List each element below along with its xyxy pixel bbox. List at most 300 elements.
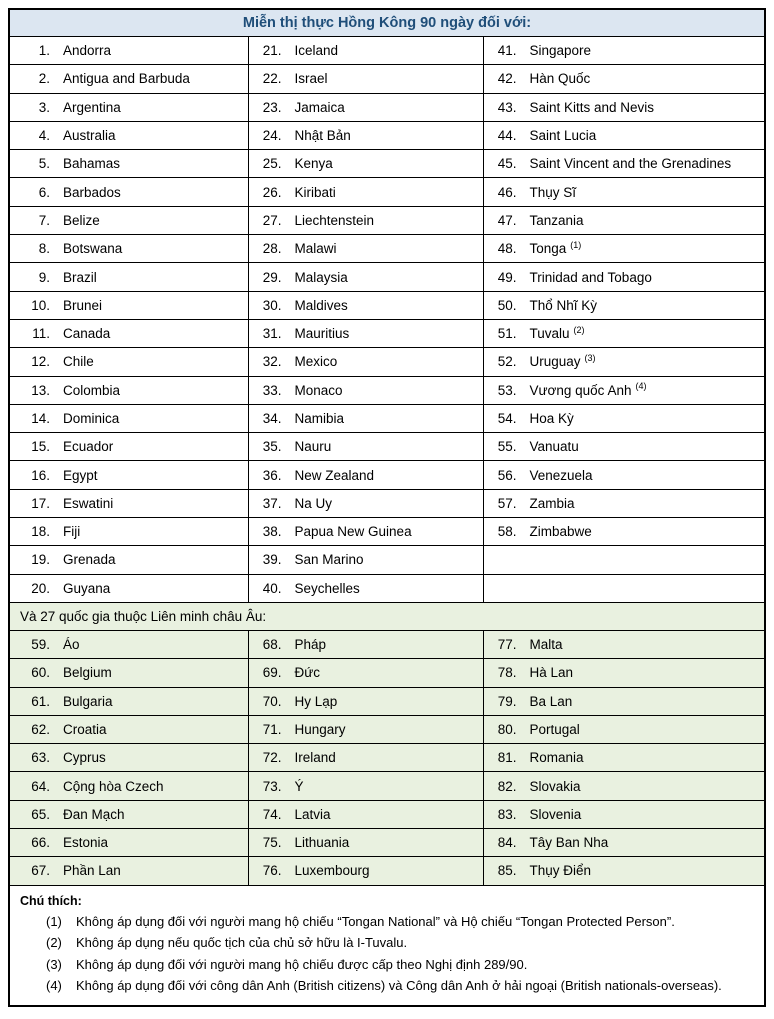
country-cell bbox=[10, 37, 248, 65]
country-number: 67. bbox=[31, 863, 50, 879]
country-name: Papua New Guinea bbox=[294, 524, 412, 540]
footnote-ref: (3) bbox=[584, 352, 596, 363]
country-cell bbox=[483, 631, 764, 659]
country-name: Malta bbox=[529, 637, 563, 653]
footnote-ref: (1) bbox=[570, 239, 582, 250]
country-name: Australia bbox=[63, 128, 116, 144]
country-cell bbox=[10, 461, 248, 489]
country-name: Đan Mạch bbox=[63, 806, 125, 822]
country-cell bbox=[10, 93, 248, 121]
country-cell bbox=[248, 206, 483, 234]
footnote-ref: (2) bbox=[573, 324, 585, 335]
country-name: San Marino bbox=[294, 552, 364, 568]
country-number: 50. bbox=[497, 297, 517, 313]
country-number: 39. bbox=[262, 552, 282, 568]
country-name: Romania bbox=[529, 750, 584, 766]
country-name: Ecuador bbox=[63, 439, 114, 455]
country-number: 38. bbox=[262, 524, 282, 540]
country-number: 22. bbox=[262, 71, 282, 87]
country-cell bbox=[10, 376, 248, 404]
country-cell bbox=[10, 235, 248, 263]
country-name: Thụy Điển bbox=[529, 863, 592, 879]
country-name: Barbados bbox=[63, 184, 121, 200]
country-number: 18. bbox=[31, 524, 50, 540]
country-cell bbox=[248, 772, 483, 800]
country-cell bbox=[10, 800, 248, 828]
footnote-text: Không áp dụng đối với người mang hộ chiếu “Tongan National” và Hộ chiếu “Tongan Protected Person”. bbox=[76, 913, 675, 929]
country-name: Nauru bbox=[294, 439, 332, 455]
country-name: Egypt bbox=[63, 467, 98, 483]
country-number: 37. bbox=[262, 495, 282, 511]
country-number: 49. bbox=[497, 269, 517, 285]
country-number: 27. bbox=[262, 212, 282, 228]
country-name: Brunei bbox=[63, 297, 103, 313]
country-number: 7. bbox=[38, 212, 50, 228]
country-name: Saint Vincent and the Grenadines bbox=[529, 156, 732, 172]
table-row bbox=[10, 829, 764, 857]
footnotes-section bbox=[10, 885, 764, 1005]
country-name: Trinidad and Tobago bbox=[529, 269, 652, 285]
country-number: 17. bbox=[31, 495, 50, 511]
country-cell bbox=[483, 489, 764, 517]
country-number: 33. bbox=[262, 382, 282, 398]
country-number: 31. bbox=[262, 326, 282, 342]
country-number: 14. bbox=[31, 411, 50, 426]
country-name: Saint Lucia bbox=[529, 128, 597, 144]
country-number: 68. bbox=[262, 637, 282, 653]
country-number: 63. bbox=[31, 750, 50, 766]
footnote-ref: (4) bbox=[635, 381, 647, 392]
footnotes-list bbox=[20, 911, 750, 997]
country-number: 30. bbox=[262, 297, 282, 313]
country-cell bbox=[248, 93, 483, 121]
country-name: Liechtenstein bbox=[294, 212, 375, 228]
table-row bbox=[10, 800, 764, 828]
table-row bbox=[10, 291, 764, 319]
country-name: Bahamas bbox=[63, 156, 121, 172]
table-row bbox=[10, 518, 764, 546]
country-number: 84. bbox=[497, 835, 517, 851]
country-cell bbox=[10, 348, 248, 376]
country-cell bbox=[248, 65, 483, 93]
country-cell bbox=[10, 857, 248, 885]
country-cell bbox=[10, 829, 248, 857]
footnote-text: Không áp dụng đối với người mang hộ chiếu được cấp theo Nghị định 289/90. bbox=[76, 956, 528, 972]
country-number: 11. bbox=[32, 326, 50, 342]
country-number: 6. bbox=[38, 184, 50, 200]
country-cell bbox=[10, 433, 248, 461]
country-name: Zimbabwe bbox=[529, 524, 592, 540]
country-name: Chile bbox=[63, 354, 94, 370]
country-number: 48. bbox=[497, 241, 517, 257]
country-name: Canada bbox=[63, 326, 111, 342]
country-number: 62. bbox=[31, 721, 50, 737]
footnote-item bbox=[20, 975, 750, 997]
country-number: 76. bbox=[262, 863, 282, 879]
country-cell bbox=[10, 631, 248, 659]
country-cell bbox=[483, 348, 764, 376]
country-name: Thụy Sĩ bbox=[529, 184, 577, 200]
table-row bbox=[10, 772, 764, 800]
country-cell bbox=[10, 291, 248, 319]
table-row bbox=[10, 263, 764, 291]
country-cell bbox=[483, 291, 764, 319]
country-number: 42. bbox=[497, 71, 517, 87]
country-number: 9. bbox=[38, 269, 50, 285]
country-name: Jamaica bbox=[294, 99, 345, 115]
country-cell bbox=[248, 800, 483, 828]
country-number: 40. bbox=[262, 580, 282, 596]
country-name: Hà Lan bbox=[529, 665, 574, 681]
eu-countries-table bbox=[10, 631, 764, 885]
country-cell bbox=[10, 772, 248, 800]
country-cell bbox=[248, 348, 483, 376]
country-cell bbox=[10, 715, 248, 743]
country-name: Tanzania bbox=[529, 212, 584, 228]
country-cell bbox=[483, 65, 764, 93]
country-number: 80. bbox=[497, 721, 517, 737]
country-number: 41. bbox=[497, 43, 517, 59]
table-row bbox=[10, 461, 764, 489]
country-cell bbox=[10, 65, 248, 93]
country-number: 70. bbox=[262, 693, 282, 709]
country-name: Croatia bbox=[63, 721, 107, 737]
country-cell bbox=[10, 518, 248, 546]
country-name: Belize bbox=[63, 212, 100, 228]
country-number: 19. bbox=[31, 552, 50, 568]
country-cell bbox=[10, 178, 248, 206]
country-cell bbox=[483, 319, 764, 347]
country-cell bbox=[10, 546, 248, 574]
footnote-number: (3) bbox=[46, 956, 62, 972]
country-cell bbox=[10, 263, 248, 291]
table-row bbox=[10, 348, 764, 376]
country-name: Hàn Quốc bbox=[529, 71, 591, 87]
country-number: 20. bbox=[31, 580, 50, 596]
country-number: 43. bbox=[497, 99, 517, 115]
country-name: Lithuania bbox=[294, 835, 350, 851]
table-row bbox=[10, 121, 764, 149]
country-name: New Zealand bbox=[294, 467, 375, 483]
country-cell bbox=[483, 857, 764, 885]
country-number: 45. bbox=[497, 156, 517, 172]
country-number: 8. bbox=[38, 241, 50, 257]
country-name: Kiribati bbox=[294, 184, 336, 200]
table-row bbox=[10, 687, 764, 715]
country-cell bbox=[248, 546, 483, 574]
country-number: 59. bbox=[31, 637, 50, 653]
country-cell bbox=[483, 800, 764, 828]
table-row bbox=[10, 857, 764, 885]
country-number: 28. bbox=[262, 241, 282, 257]
country-cell bbox=[10, 574, 248, 602]
table-row bbox=[10, 235, 764, 263]
country-number: 64. bbox=[31, 778, 50, 794]
country-number: 57. bbox=[497, 495, 517, 511]
country-name: Na Uy bbox=[294, 495, 333, 511]
country-name: Singapore bbox=[529, 43, 592, 59]
country-number: 61. bbox=[31, 693, 50, 709]
country-number: 29. bbox=[262, 269, 282, 285]
country-number: 73. bbox=[262, 778, 282, 794]
country-number: 51. bbox=[497, 326, 517, 342]
country-cell bbox=[483, 433, 764, 461]
country-cell bbox=[248, 574, 483, 602]
table-row bbox=[10, 715, 764, 743]
country-cell bbox=[483, 235, 764, 263]
country-cell bbox=[248, 631, 483, 659]
country-cell bbox=[483, 574, 764, 602]
country-name: Tây Ban Nha bbox=[529, 835, 609, 851]
country-cell bbox=[483, 829, 764, 857]
country-cell bbox=[248, 461, 483, 489]
country-cell bbox=[10, 150, 248, 178]
footnote-number: (4) bbox=[46, 978, 62, 994]
country-cell bbox=[483, 93, 764, 121]
country-number: 60. bbox=[31, 665, 50, 681]
country-cell bbox=[483, 715, 764, 743]
country-number: 78. bbox=[497, 665, 517, 681]
country-cell bbox=[483, 744, 764, 772]
country-name: Mexico bbox=[294, 354, 338, 370]
country-name: Ireland bbox=[294, 750, 336, 766]
country-cell bbox=[10, 744, 248, 772]
country-name: Mauritius bbox=[294, 326, 350, 342]
country-name: Guyana bbox=[63, 580, 111, 596]
country-name: Portugal bbox=[529, 721, 580, 737]
country-number: 66. bbox=[31, 835, 50, 851]
table-row bbox=[10, 93, 764, 121]
country-name: Bulgaria bbox=[63, 693, 113, 709]
country-name: Tuvalu bbox=[529, 326, 570, 342]
country-number: 26. bbox=[262, 184, 282, 200]
country-cell bbox=[248, 404, 483, 432]
country-number: 52. bbox=[497, 354, 517, 370]
footnote-item bbox=[20, 954, 750, 976]
country-cell bbox=[10, 489, 248, 517]
country-name: Pháp bbox=[294, 637, 327, 653]
country-number: 23. bbox=[262, 99, 282, 115]
country-cell bbox=[248, 178, 483, 206]
country-cell bbox=[10, 659, 248, 687]
table-row bbox=[10, 319, 764, 347]
country-name: Namibia bbox=[294, 411, 345, 426]
country-name: Fiji bbox=[63, 524, 81, 540]
country-cell bbox=[483, 518, 764, 546]
country-number: 15. bbox=[31, 439, 50, 455]
country-cell bbox=[248, 37, 483, 65]
footnotes-label: Chú thích: bbox=[20, 893, 82, 908]
country-cell bbox=[248, 659, 483, 687]
table-title: Miễn thị thực Hồng Kông 90 ngày đối với: bbox=[10, 10, 764, 37]
country-name: Latvia bbox=[294, 806, 331, 822]
table-row bbox=[10, 574, 764, 602]
country-name: Grenada bbox=[63, 552, 116, 568]
footnote-text: Không áp dụng nếu quốc tịch của chủ sở hữu là I-Tuvalu. bbox=[76, 935, 408, 951]
footnote-item bbox=[20, 932, 750, 954]
country-cell bbox=[483, 206, 764, 234]
country-name: Phần Lan bbox=[63, 863, 121, 879]
country-name: Venezuela bbox=[529, 467, 593, 483]
table-row bbox=[10, 206, 764, 234]
country-name: Malawi bbox=[294, 241, 337, 257]
country-name: Argentina bbox=[63, 99, 121, 115]
country-name: Ba Lan bbox=[529, 693, 573, 709]
country-cell bbox=[248, 489, 483, 517]
table-row bbox=[10, 546, 764, 574]
country-number: 58. bbox=[497, 524, 517, 540]
table-row bbox=[10, 150, 764, 178]
country-name: Maldives bbox=[294, 297, 348, 313]
country-number: 77. bbox=[497, 637, 517, 653]
country-name: Đức bbox=[294, 665, 321, 681]
country-number: 83. bbox=[497, 806, 517, 822]
table-row bbox=[10, 404, 764, 432]
country-cell bbox=[248, 263, 483, 291]
table-row bbox=[10, 37, 764, 65]
country-cell bbox=[483, 37, 764, 65]
country-name: Vương quốc Anh bbox=[529, 382, 632, 398]
country-name: Hy Lạp bbox=[294, 693, 338, 709]
country-name: Uruguay bbox=[529, 354, 581, 370]
country-name: Malaysia bbox=[294, 269, 348, 285]
country-number: 53. bbox=[497, 382, 517, 398]
country-name: Seychelles bbox=[294, 580, 360, 596]
country-cell bbox=[483, 404, 764, 432]
table-row bbox=[10, 631, 764, 659]
table-row bbox=[10, 65, 764, 93]
country-cell bbox=[483, 121, 764, 149]
country-number: 12. bbox=[31, 354, 50, 370]
country-number: 4. bbox=[38, 128, 50, 144]
country-number: 65. bbox=[31, 806, 50, 822]
table-row bbox=[10, 178, 764, 206]
footnote-number: (2) bbox=[46, 935, 62, 951]
country-number: 74. bbox=[262, 806, 282, 822]
country-cell bbox=[248, 376, 483, 404]
country-cell bbox=[248, 235, 483, 263]
country-cell bbox=[483, 687, 764, 715]
table-row bbox=[10, 433, 764, 461]
country-cell bbox=[248, 744, 483, 772]
country-cell bbox=[483, 150, 764, 178]
country-number: 5. bbox=[38, 156, 50, 172]
country-number: 32. bbox=[262, 354, 282, 370]
country-name: Eswatini bbox=[63, 495, 114, 511]
footnote-item bbox=[20, 911, 750, 933]
country-cell bbox=[10, 687, 248, 715]
country-cell bbox=[10, 121, 248, 149]
country-name: Botswana bbox=[63, 241, 123, 257]
country-cell bbox=[483, 263, 764, 291]
country-name: Cyprus bbox=[63, 750, 106, 766]
country-number: 79. bbox=[497, 693, 517, 709]
country-number: 72. bbox=[262, 750, 282, 766]
country-cell bbox=[248, 121, 483, 149]
country-name: Belgium bbox=[63, 665, 112, 681]
country-name: Israel bbox=[294, 71, 328, 87]
country-name: Andorra bbox=[63, 43, 112, 59]
country-cell bbox=[248, 319, 483, 347]
country-number: 25. bbox=[262, 156, 282, 172]
eu-section-header: Và 27 quốc gia thuộc Liên minh châu Âu: bbox=[10, 602, 764, 631]
country-cell bbox=[248, 150, 483, 178]
country-name: Saint Kitts and Nevis bbox=[529, 99, 655, 115]
country-number: 81. bbox=[497, 750, 517, 766]
country-cell bbox=[248, 687, 483, 715]
country-number: 82. bbox=[497, 778, 517, 794]
country-number: 2. bbox=[38, 71, 50, 87]
country-number: 24. bbox=[262, 128, 282, 144]
country-number: 1. bbox=[38, 43, 50, 59]
table-row bbox=[10, 376, 764, 404]
country-cell bbox=[483, 772, 764, 800]
world-countries-table bbox=[10, 37, 764, 602]
country-number: 13. bbox=[31, 382, 50, 398]
country-name: Zambia bbox=[529, 495, 575, 511]
country-cell bbox=[248, 829, 483, 857]
country-cell bbox=[10, 404, 248, 432]
country-cell bbox=[10, 206, 248, 234]
country-number: 3. bbox=[38, 99, 50, 115]
country-cell bbox=[483, 546, 764, 574]
country-cell bbox=[248, 291, 483, 319]
country-name: Antigua and Barbuda bbox=[63, 71, 190, 87]
table-row bbox=[10, 659, 764, 687]
country-number: 71. bbox=[262, 721, 282, 737]
country-name: Áo bbox=[63, 637, 80, 653]
footnote-text: Không áp dụng đối với công dân Anh (British citizens) và Công dân Anh ở hải ngoại (British nationals-overseas). bbox=[76, 978, 722, 994]
country-number: 69. bbox=[262, 665, 282, 681]
country-number: 55. bbox=[497, 439, 517, 455]
footnote-number: (1) bbox=[46, 913, 62, 929]
country-name: Monaco bbox=[294, 382, 343, 398]
country-name: Luxembourg bbox=[294, 863, 370, 879]
country-name: Brazil bbox=[63, 269, 97, 285]
country-number: 46. bbox=[497, 184, 517, 200]
country-name: Estonia bbox=[63, 835, 109, 851]
country-cell bbox=[248, 518, 483, 546]
country-cell bbox=[248, 433, 483, 461]
country-number: 16. bbox=[31, 467, 50, 483]
country-name: Thổ Nhĩ Kỳ bbox=[529, 297, 598, 313]
country-name: Kenya bbox=[294, 156, 333, 172]
table-row bbox=[10, 744, 764, 772]
country-number: 34. bbox=[262, 411, 282, 426]
country-number: 21. bbox=[262, 43, 282, 59]
country-name: Vanuatu bbox=[529, 439, 579, 455]
country-number: 36. bbox=[262, 467, 282, 483]
country-number: 35. bbox=[262, 439, 282, 455]
country-cell bbox=[483, 659, 764, 687]
country-cell bbox=[248, 715, 483, 743]
country-name: Tonga bbox=[529, 241, 567, 257]
country-name: Colombia bbox=[63, 382, 121, 398]
country-number: 44. bbox=[497, 128, 517, 144]
country-name: Slovenia bbox=[529, 806, 582, 822]
table-row bbox=[10, 489, 764, 517]
country-name: Slovakia bbox=[529, 778, 581, 794]
country-name: Cộng hòa Czech bbox=[63, 778, 164, 794]
country-name: Dominica bbox=[63, 411, 120, 426]
country-name: Ý bbox=[294, 778, 304, 794]
country-number: 54. bbox=[497, 411, 517, 426]
country-cell bbox=[483, 376, 764, 404]
country-number: 85. bbox=[497, 863, 517, 879]
country-cell bbox=[10, 319, 248, 347]
country-number: 10. bbox=[31, 297, 50, 313]
country-name: Iceland bbox=[294, 43, 339, 59]
